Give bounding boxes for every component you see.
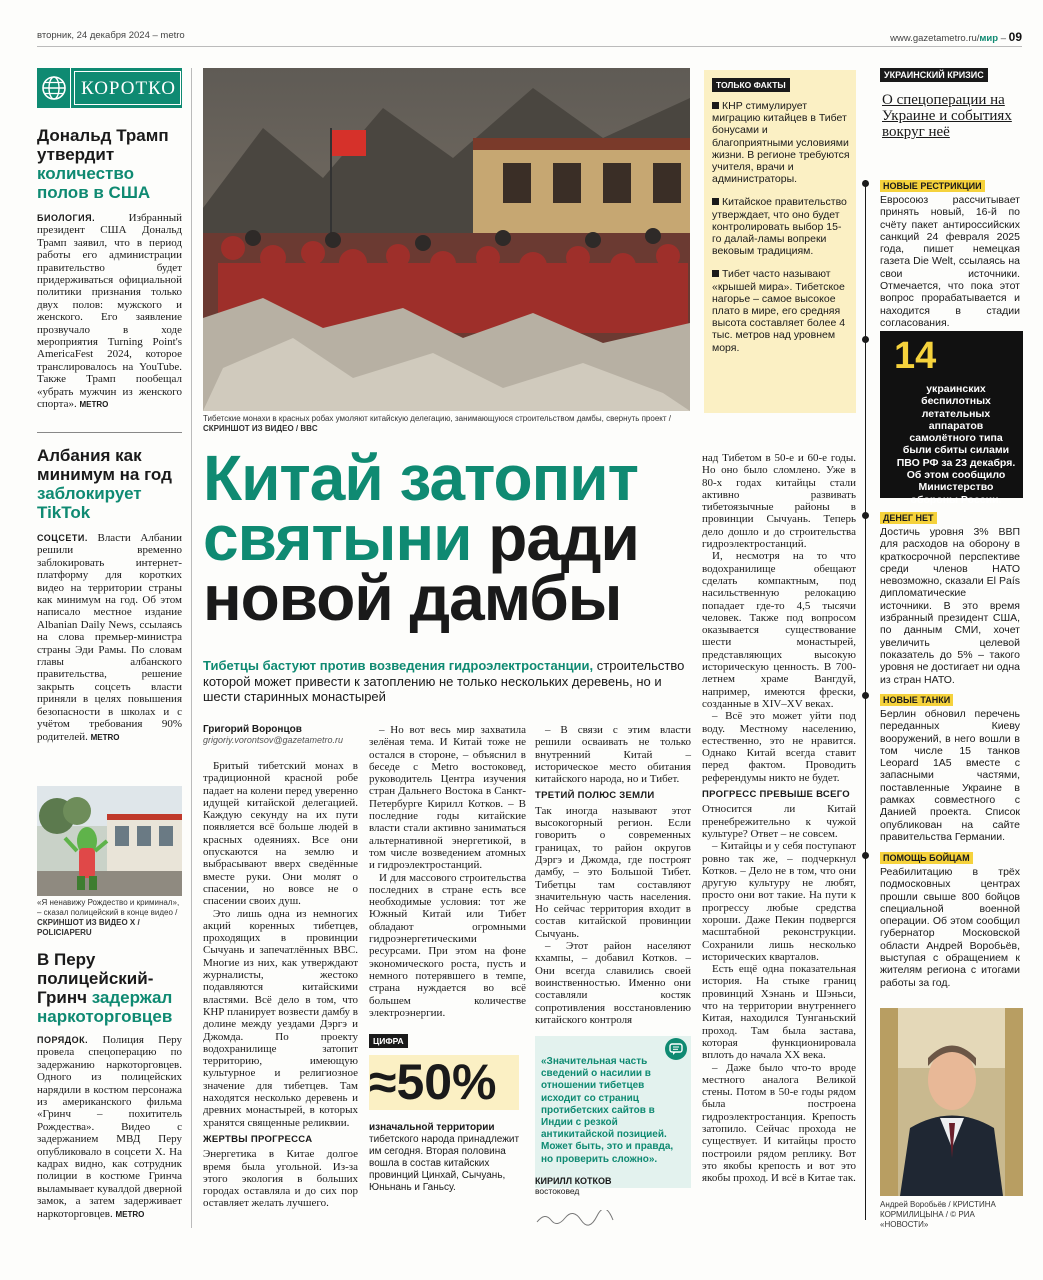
paragraph: – Этот район населяют кхампы, – добавил Котков. – Они всегда славились своей воинственностью. Именно они составляли костяк сопротивления восстановлению китайского контроля xyxy=(535,940,691,1026)
main-caption-text: Тибетские монахи в красных робах умоляют китайскую делегацию, занимающуюся строительством дамбы, свернуть проект xyxy=(203,414,667,423)
paragraph: Это лишь одна из немногих акций коренных тибетцев, проходящих в провинции Сычуань и запечатлённых BBC. Многие из них, как утверждают журналисты, жестоко подавляются китайскими властями. Всё дело в том, что КНР планирует возвести дамбу в долине между уездами Дэргэ и Джомда. По проекту водохранилище затопит территорию, имеющую культурное и религиозное значение для тибетцев. Там находятся несколько деревень и древних монастырей, в которых хранятся священные реликвии. xyxy=(203,907,358,1129)
paragraph: – Всё это может уйти под воду. Местному населению, естественно, это не нравится. Однако Китай всегда ставит перед фактом. Проводить референдумы никто не будет. xyxy=(702,710,856,784)
cifra-value: ≈50% xyxy=(369,1055,519,1110)
trump-rubric: БИОЛОГИЯ. xyxy=(37,213,96,223)
drones-number: 14 xyxy=(894,335,937,377)
peru-title-black: В Перу полицейский-Гринч xyxy=(37,950,154,1007)
facts-box xyxy=(704,70,856,413)
timeline-dot xyxy=(862,180,869,187)
timeline-dot xyxy=(862,336,869,343)
divider xyxy=(37,432,182,433)
header-right xyxy=(890,30,1022,44)
trump-text: Избранный президент США Дональд Трамп заявил, что в период работы его администрации правительство будет придерживаться официальной политики признания только двух полов: мужского и женского. Его заявление прозвучало в ходе мероприятия Turning Point's AmericaFest 2024, которое транслировалось на YouTube. Также Трамп пообещал «убрать мужчин из женского спорта». xyxy=(37,212,182,411)
quote-role: востоковед xyxy=(535,1186,580,1196)
albania-title-green: заблокирует TikTok xyxy=(37,484,142,522)
facts-item xyxy=(712,268,850,353)
albania-headline[interactable] xyxy=(37,446,187,522)
subheading: ПРОГРЕСС ПРЕВЫШЕ ВСЕГО xyxy=(702,789,850,801)
page-header xyxy=(37,30,1022,44)
timeline-dot xyxy=(862,852,869,859)
cifra-tag: ЦИФРА xyxy=(369,1034,408,1048)
article-column-1 xyxy=(203,760,358,1210)
paragraph: Бритый тибетский монах в традиционной красной робе падает на колени перед уверенно идущей китайской делегацией. Каждую секунду на их пути появляется всё больше людей в красных одеяниях. Все они опускаются на землю и выбрасывают вверх сведённые вместе руки. Они молят о спасении, но вовсе не о спасении своих душ. xyxy=(203,760,358,908)
timeline-dot xyxy=(862,692,869,699)
ukraine-item xyxy=(880,508,1023,686)
peru-rubric: ПОРЯДОК. xyxy=(37,1035,89,1045)
paragraph: И для массового строительства последних в стране есть все необходимые условия: тот же Южный Китай или Тибет обладают огромными гидроэнергетическими ресурсами. При этом на фоне экономического роста, пусть и немного потерявшего в темпе, страна нуждается во всё большем количестве электроэнергии. xyxy=(369,871,526,1019)
bullet-icon xyxy=(712,270,719,277)
facts-item-text: Китайское правительство утверждает, что оно будет контролировать выбор 15-го далай-ламы вопреки вековым традициям. xyxy=(712,196,847,258)
item-tag: ПОМОЩЬ БОЙЦАМ xyxy=(880,852,973,864)
section-name: мир xyxy=(979,33,999,44)
issue-date: вторник, 24 декабря 2024 – metro xyxy=(37,30,185,41)
author-email[interactable]: grigoriy.vorontsov@gazetametro.ru xyxy=(203,735,344,745)
headline-green: Китай затопит святыни xyxy=(203,442,638,574)
main-photo-caption: Тибетские монахи в красных робах умоляют китайскую делегацию, занимающуюся строительством дамбы, свернуть проект / СКРИНШОТ ИЗ ВИДЕО / BBC xyxy=(203,414,671,433)
signature-icon xyxy=(535,1210,615,1231)
grinch-caption: «Я ненавижу Рождество и криминал», – сказал полицейский в конце видео / СКРИНШОТ ИЗ ВИДЕО X / POLICIAPERU xyxy=(37,898,180,937)
article-column-4 xyxy=(702,452,856,1185)
paragraph: Относится ли Китай пренебрежительно к чужой культуре? Ответ – не совсем. xyxy=(702,803,856,840)
subheading: ТРЕТИЙ ПОЛЮС ЗЕМЛИ xyxy=(535,790,655,802)
quote-name: КИРИЛЛ КОТКОВ xyxy=(535,1176,612,1186)
quote-attribution xyxy=(535,1176,691,1196)
quote-box xyxy=(535,1036,691,1188)
bullet-icon xyxy=(712,102,719,109)
cifra-desc-bold: изначальной территории xyxy=(369,1122,495,1133)
peru-source: METRO xyxy=(115,1209,145,1219)
paragraph: – Даже было что-то вроде местного аналога Великой стены. Потом в 50-е годы рядом была построена гидроэлектростанция. Крепость затопило. Сейчас прохода не существует. И китайцы просто построили рядом реплику. Вот это якобы крепость и вот это якобы проход. И всё в Китае так. xyxy=(702,1061,856,1185)
albania-text: Власти Албании решили временно заблокировать интернет-платформу для коротких видео на территории страны как минимум на год. Об этом написало местное издание Albanian Daily News, ссылаясь на слова премьер-министра страны Эди Рамы. По словам главы албанского правительства, решение закрыть соцсеть власти приняли в целях повышения безопасности в школах и с учётом требования 90% родителей. xyxy=(37,532,182,743)
trump-title-green: количество полов в США xyxy=(37,164,151,202)
paragraph: Так иногда называют этот высокогорный регион. Если говорить о современных границах, то район округов Дэргэ и Джомда, где построят дамбу, – это Большой Тибет. Тибетцы там составляют значительную часть населения. Но сейчас территория входит в состав китайской провинции Сычуань. xyxy=(535,804,691,940)
peru-text: Полиция Перу провела спецоперацию по задержанию наркоторговцев. Одного из полицейских нарядили в костюм персонажа из американского фильма «Гринч – похититель Рождества». Видео с задержанием МВД Перу опубликовало в соцсети X. На кадрах видно, как сотрудник полиции в костюме Гринча выламывает кувалдой дверной замок, а затем задерживает наркоторговцев. xyxy=(37,1034,182,1220)
item-text: Берлин обновил перечень переданных Киеву вооружений, в него вошли в том числе 15 танков Leopard 1A5 вместе с запасными частями, поставленные Украине в рамках совместного с Данией проекта. Список опубликован на сайте правительства Германии. xyxy=(880,708,1020,843)
article-lead xyxy=(203,658,693,705)
lead-rest: строительство которой может привести к затоплению не только нескольких деревень, но и шести старинных монастырей xyxy=(203,658,685,704)
subheading: ЖЕРТВЫ ПРОГРЕССА xyxy=(203,1133,313,1145)
item-tag: НОВЫЕ РЕСТРИКЦИИ xyxy=(880,180,985,192)
vorobyov-caption: Андрей Воробьёв / КРИСТИНА КОРМИЛИЦЫНА / © РИА «НОВОСТИ» xyxy=(880,1200,996,1229)
grinch-caption-text: «Я ненавижу Рождество и криминал», – сказал полицейский в конце видео xyxy=(37,898,180,917)
main-photo-credit: СКРИНШОТ ИЗ ВИДЕО / BBC xyxy=(203,424,318,433)
item-text: Достичь уровня 3% ВВП для расходов на оборону в краткосрочной перспективе среди членов НАТО невозможно, сказали El País дипломатические источники. В это время избранный президент США, по данным СМИ, хочет увеличить целевой показатель до 5% – такого уровня не достигает ни одна из стран НАТО. xyxy=(880,526,1020,686)
headline-black: ради новой дамбы xyxy=(203,502,639,634)
paragraph: – Но вот весь мир захватила зелёная тема. И Китай тоже не остался в стороне, – объяснил в беседе с Metro востоковед, руководитель Центра изучения стран Дальнего Востока в Санкт-Петербурге Кирилл Котков. – В последние годы китайские власти стали активно заниматься альтернативной энергетикой, в том числе возведением атомных и гидроэлектростанций. xyxy=(369,724,526,872)
author-name: Григорий Воронцов xyxy=(203,724,302,735)
article-headline xyxy=(203,442,693,634)
peru-title-green: задержал наркоторговцев xyxy=(37,988,173,1026)
peru-body xyxy=(37,1034,182,1221)
paragraph: – Китайцы и у себя поступают ровно так же, – подчеркнул Котков. – Дело не в том, что они другую культуру не любят, просто они вот такие. На пути к прогрессу любые средства хороши. Даже Пекин подвергся масштабной реконструкции. Сохранили лишь несколько исторических кварталов. xyxy=(702,840,856,963)
lead-green: Тибетцы бастуют против возведения гидроэлектростанции, xyxy=(203,658,594,673)
ukraine-link[interactable]: О спецоперации на Украине и событиях вокруг неё xyxy=(882,92,1012,140)
timeline-dot xyxy=(862,512,869,519)
site-url[interactable]: www.gazetametro.ru/ xyxy=(890,33,980,44)
article-column-3 xyxy=(535,724,691,1026)
main-photo xyxy=(203,68,690,411)
drones-text: украинских беспилотных летательных аппаратов самолётного типа были сбиты силами ПВО РФ за 23 декабря. Об этом сообщило Министерство обороны России. xyxy=(896,383,1016,506)
paragraph: Энергетика в Китае долгое время была угольной. Из-за этого экология в больших городах оставляла и до сих пор оставляет желать лучшего. xyxy=(203,1148,358,1210)
byline xyxy=(203,724,363,745)
header-rule xyxy=(37,46,1022,47)
albania-rubric: СОЦСЕТИ. xyxy=(37,533,88,543)
peru-headline[interactable] xyxy=(37,950,187,1026)
ukraine-item xyxy=(880,848,1023,989)
facts-item-text: КНР стимулирует миграцию китайцев в Тибет бонусами и благоприятными условиями жизни. В регионе требуются учителя, врачи и администраторы. xyxy=(712,100,850,186)
page-number: 09 xyxy=(1008,30,1022,44)
column-divider xyxy=(191,68,192,1228)
trump-headline[interactable] xyxy=(37,126,187,202)
facts-item xyxy=(712,196,850,257)
paragraph: Есть ещё одна показательная история. На стыке границ провинций Хэнань и Шэньси, что на территории внутреннего Китая, находился Тунганьский проход. Там была застава, которая функционировала вплоть до начала XX века. xyxy=(702,963,856,1062)
albania-title-black: Албания как минимум на год xyxy=(37,446,172,484)
drones-box xyxy=(880,331,1023,506)
facts-list xyxy=(712,100,850,365)
paragraph: над Тибетом в 50-е и 60-е годы. Но оно было сломлено. Уже в 80-х годах китайцы стали активно развивать тибетоязычные районы в провинции Сычуань. Теперь дело дошло и до строительства гидроэлектростанций. xyxy=(702,452,856,551)
korotko-banner xyxy=(37,68,182,108)
albania-body xyxy=(37,532,182,744)
trump-title-black: Дональд Трамп утвердит xyxy=(37,126,169,164)
item-text: Евросоюз рассчитывает принять новый, 16-й по счёту пакет антироссийских санкций 24 февраля 2025 года, пишет немецкая газета Die Welt, ссылаясь на свои источники. Отмечается, что пока этот вопрос прорабатывается и находится в стадии согласования. xyxy=(880,194,1020,329)
item-text: Реабилитацию в трёх подмосковных центрах прошли свыше 800 бойцов специальной военной операции. Об этом сообщил губернатор Московской области Андрей Воробьёв, выступая с обращением к жителям региона с итогами работы за год. xyxy=(880,866,1020,989)
cifra-desc-text: тибетского народа принадлежит им сегодня. Вторая половина вошла в состав китайских провинций Цинхай, Сычуань, Юньнань и Ганьсу. xyxy=(369,1134,520,1193)
facts-item-text: Тибет часто называют «крышей мира». Тибетское нагорье – самое высокое плато в мире, его средняя высота составляет более 4 тыс. метров над уровнем моря. xyxy=(712,268,846,354)
trump-body xyxy=(37,212,182,412)
paragraph: – В связи с этим власти решили осваивать не только внутренний Китай – историческое место обитания китайского народа, но и Тибет. xyxy=(535,724,691,786)
vorobyov-photo xyxy=(880,1008,1023,1196)
article-column-2 xyxy=(369,724,526,1019)
ukraine-item xyxy=(880,690,1023,843)
grinch-photo xyxy=(37,786,182,896)
albania-source: METRO xyxy=(90,732,120,742)
grinch-credit: СКРИНШОТ ИЗ ВИДЕО X / POLICIAPERU xyxy=(37,918,140,937)
facts-item xyxy=(712,100,850,185)
globe-icon xyxy=(37,68,71,108)
bullet-icon xyxy=(712,198,719,205)
header-sep: – xyxy=(998,33,1009,44)
trump-source: METRO xyxy=(79,400,109,410)
item-tag: ДЕНЕГ НЕТ xyxy=(880,512,937,524)
ukraine-item xyxy=(880,176,1023,329)
ukraine-tag: УКРАИНСКИЙ КРИЗИС xyxy=(880,68,988,82)
item-tag: НОВЫЕ ТАНКИ xyxy=(880,694,953,706)
cifra-description xyxy=(369,1122,529,1194)
korotko-label: КОРОТКО xyxy=(74,71,181,105)
facts-tag: ТОЛЬКО ФАКТЫ xyxy=(712,78,790,92)
paragraph: И, несмотря на то что водохранилище обещают сделать компактным, под насильственную релокацию попадает где-то 4,5 тысячи человек. Также под вопросом оказывается существование шести монастырей, представляющих высокую историческую ценность. В 700-летнем храме Вангдуй, например, имеются фрески, созданные в XIV–XV веках. xyxy=(702,550,856,710)
quote-text: «Значительная часть сведений о насилии в отношении тибетцев исходит со страниц протибетских сайтов в Индии с резкой антикитайской позицией. Может быть, это и правда, но проверить сложно». xyxy=(541,1056,674,1165)
